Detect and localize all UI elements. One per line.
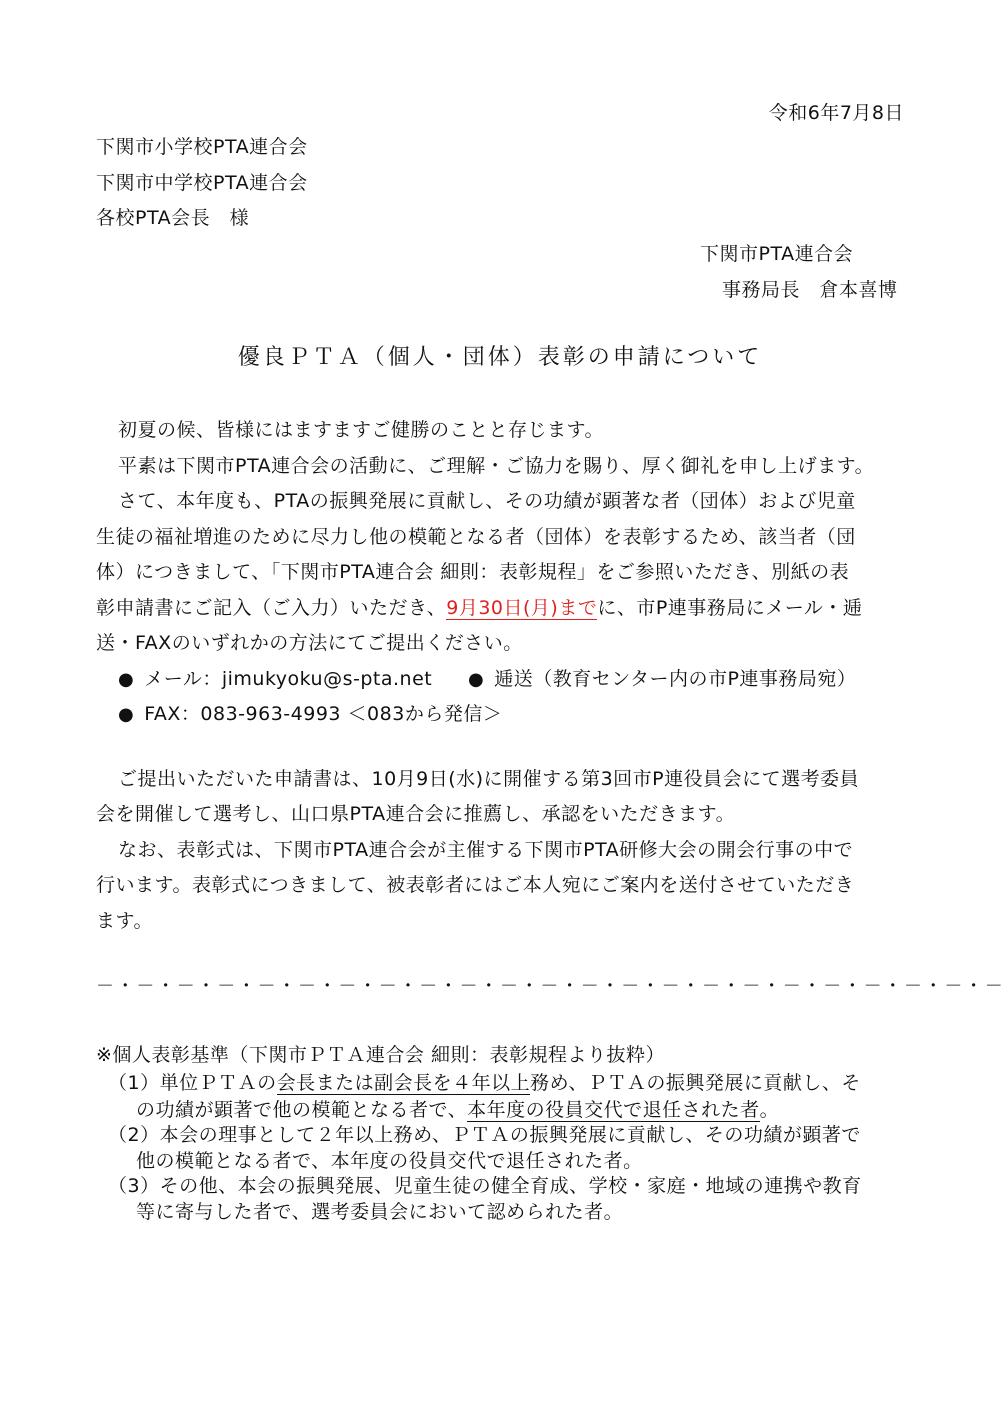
criteria-text: 。 — [759, 1099, 780, 1121]
greeting-line: 初夏の候、皆様にはますますご健勝のことと存じます。 — [118, 419, 604, 441]
separator-line: －・－・－・－・－・－・－・－・－・－・－・－・－・－・－・－・－・－・－・－・－・－・－ — [96, 976, 1005, 997]
deadline-date: 9月30日(月)まで — [446, 597, 598, 619]
sender-person: 事務局長 倉本喜博 — [722, 279, 898, 301]
contact-courier — [468, 662, 856, 697]
criteria-item-3-cont: 等に寄与した者で、選考委員会において認められた者。 — [136, 1201, 624, 1223]
mail-text: メール：jimukyoku@s-pta.net — [144, 668, 433, 690]
criteria-text: の功績が顕著で他の模範となる者で、 — [136, 1099, 468, 1121]
document-date: 令和6年7月8日 — [768, 102, 904, 124]
criteria-text: 務め、ＰＴＡの振興発展に貢献し、そ — [530, 1072, 861, 1094]
contact-mail — [118, 662, 432, 697]
bullet-icon: ● — [118, 669, 135, 690]
recipient-elementary: 下関市小学校PTA連合会 — [96, 136, 308, 158]
body-line: ます。 — [96, 910, 153, 932]
body-line: 行います。表彰式につきまして、被表彰者にはご本人宛にご案内を送付させていただき — [96, 874, 855, 896]
body-text: 彰申請書にご記入（ご入力）いただき、 — [96, 597, 447, 619]
body-line: 体）につきまして、「下関市PTA連合会 細則：表彰規程」をご参照いただき、別紙の表 — [96, 561, 850, 583]
bullet-icon: ● — [118, 704, 135, 725]
body-line: ご提出いただいた申請書は、10月9日(水)に開催する第3回市P連役員会にて選考委員 — [118, 768, 860, 790]
criteria-underlined: 会長または副会長を４年以上 — [276, 1072, 531, 1094]
page-title: 優良ＰＴＡ（個人・団体）表彰の申請について — [237, 345, 763, 370]
body-line: 生徒の福祉増進のために尽力し他の模範となる者（団体）を表彰するため、該当者（団 — [96, 526, 856, 548]
body-line-deadline — [96, 591, 862, 625]
bullet-icon: ● — [468, 669, 485, 690]
body-text: に、市P連事務局にメール・逓 — [597, 597, 863, 619]
body-line: さて、本年度も、PTAの振興発展に貢献し、その功績が顕著な者（団体）および児童 — [118, 490, 856, 512]
criteria-item-2-cont: 他の模範となる者で、本年度の役員交代で退任された者。 — [136, 1150, 643, 1172]
criteria-item-2: （2）本会の理事として２年以上務め、ＰＴＡの振興発展に貢献し、その功績が顕著で — [108, 1124, 861, 1146]
body-line: なお、表彰式は、下関市PTA連合会が主催する下関市PTA研修大会の開会行事の中で — [118, 839, 854, 861]
criteria-item-3: （3）その他、本会の振興発展、児童生徒の健全育成、学校・家庭・地域の連携や教育 — [108, 1175, 862, 1197]
fax-text: FAX：083-963-4993 ＜083から発信＞ — [144, 703, 503, 725]
criteria-text: （1）単位ＰＴＡの — [108, 1072, 277, 1094]
recipient-principals: 各校PTA会長 様 — [96, 207, 250, 229]
thanks-line: 平素は下関市PTA連合会の活動に、ご理解・ご協力を賜り、厚く御礼を申し上げます。 — [118, 455, 875, 477]
contact-fax — [118, 697, 502, 732]
criteria-heading: ※個人表彰基準（下関市ＰＴＡ連合会 細則：表彰規程より抜粋） — [96, 1044, 665, 1066]
body-line: 送・FAXのいずれかの方法にてご提出ください。 — [96, 632, 523, 654]
body-line: 会を開催して選考し、山口県PTA連合会に推薦し、承認をいただきます。 — [96, 803, 736, 825]
sender-org: 下関市PTA連合会 — [700, 243, 854, 265]
recipient-junior-high: 下関市中学校PTA連合会 — [96, 172, 308, 194]
courier-text: 逓送（教育センター内の市P連事務局宛） — [494, 668, 857, 690]
criteria-underlined: 本年度の役員交代で退任された者 — [467, 1099, 760, 1121]
